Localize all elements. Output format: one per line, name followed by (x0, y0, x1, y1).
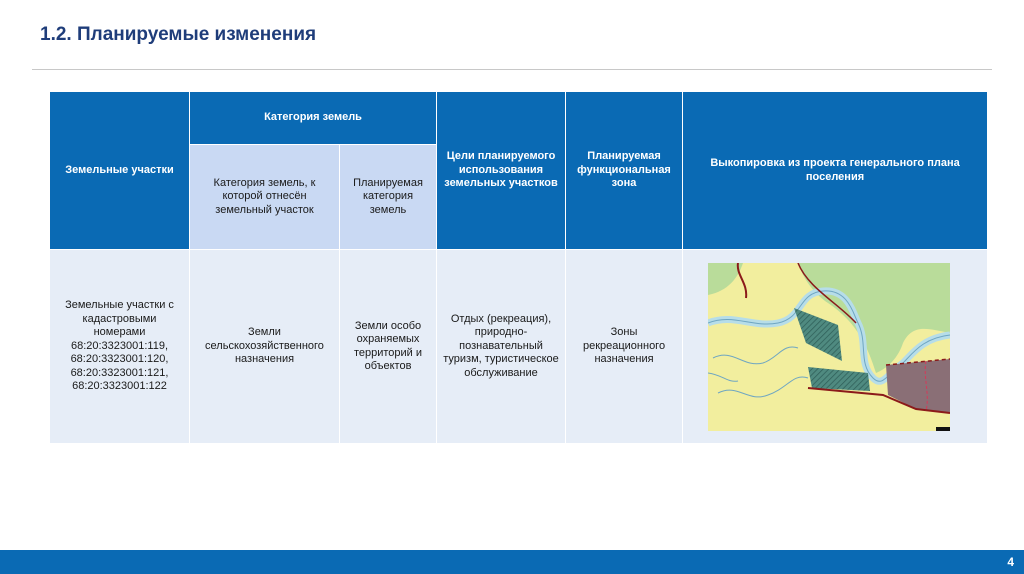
cell-purpose: Отдых (рекреация), природно-познавательный туризм, туристическое обслуживание (437, 250, 566, 444)
cell-current-category: Земли сельскохозяйственного назначения (190, 250, 340, 444)
header-functional-zone: Планируемая функциональная зона (566, 92, 683, 250)
general-plan-map (708, 263, 950, 431)
footer-bar (0, 550, 1024, 574)
cell-planned-category: Земли особо охраняемых территорий и объектов (340, 250, 437, 444)
subheader-current-category: Категория земель, к которой отнесён земельный участок (190, 145, 340, 250)
changes-table (49, 91, 988, 444)
cell-functional-zone: Зоны рекреационного назначения (566, 250, 683, 444)
table-row (50, 250, 988, 444)
header-land-category: Категория земель (190, 92, 437, 145)
title-divider (32, 69, 992, 70)
page-number: 4 (1007, 555, 1014, 569)
header-excerpt: Выкопировка из проекта генерального плана поселения (683, 92, 988, 250)
cell-map-excerpt (683, 250, 988, 444)
subheader-planned-category: Планируемая категория земель (340, 145, 437, 250)
header-purpose: Цели планируемого использования земельных участков (437, 92, 566, 250)
header-parcels: Земельные участки (50, 92, 190, 250)
page-title: 1.2. Планируемые изменения (40, 24, 317, 45)
cell-parcels: Земельные участки с кадастровыми номерами 68:20:3323001:119, 68:20:3323001:120, 68:20:3323001:121, 68:20:3323001:122 (50, 250, 190, 444)
